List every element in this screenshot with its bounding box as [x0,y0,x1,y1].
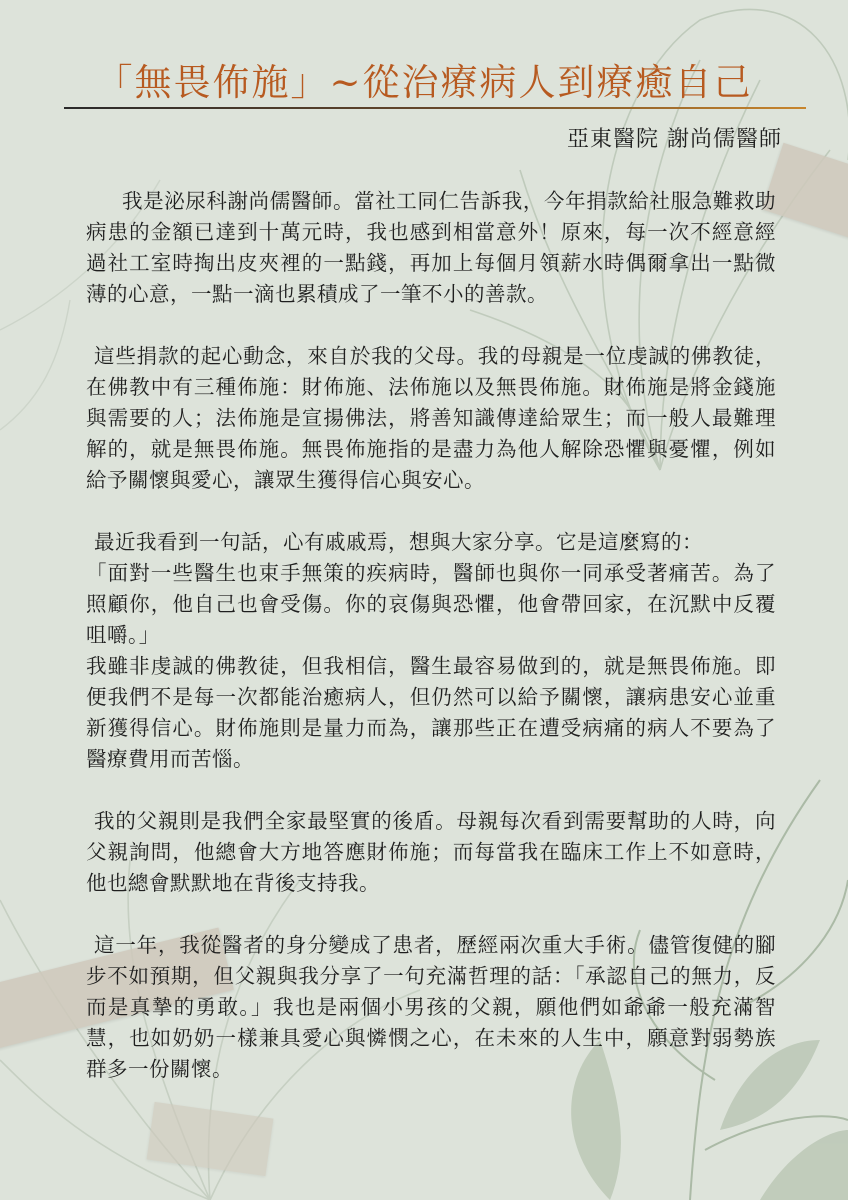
paragraph-quote-intro: 最近我看到一句話，心有戚戚焉，想與大家分享。它是這麼寫的： [94,530,703,554]
author-byline: 亞東醫院 謝尚儒醫師 [567,127,782,152]
paragraph-father: 我的父親則是我們全家最堅實的後盾。母親每次看到需要幫助的人時，向父親詢問，他總會大方地答應財佈施；而每當我在臨床工作上不如意時，他也總會默默地在背後支持我。 [86,809,776,895]
paragraph-quote: 「面對一些醫生也束手無策的疾病時，醫師也與你一同承受著痛苦。為了照顧你，他自己也會受傷。你的哀傷與恐懼，他會帶回家，在沉默中反覆咀嚼。」 [86,561,776,647]
paragraph-intro: 我是泌尿科謝尚儒醫師。當社工同仁告訴我，今年捐款給社服急難救助病患的金額已達到十萬元時，我也感到相當意外！原來，每一次不經意經過社工室時掏出皮夾裡的一點錢，再加上每個月領薪水時偶爾拿出一點微薄的心意，一點一滴也累積成了一筆不小的善款。 [86,189,776,306]
article-title: 「無畏佈施」~從治療病人到療癒自己 [95,61,753,104]
paragraph-fearless-giving: 我雖非虔誠的佛教徒，但我相信，醫生最容易做到的，就是無畏佈施。即便我們不是每一次都能治癒病人，但仍然可以給予關懷，讓病患安心並重新獲得信心。財佈施則是量力而為，讓那些正在遭受病痛的病人不要為了醫療費用而苦惱。 [86,654,776,771]
title-underline [64,107,806,109]
paragraph-this-year: 這一年，我從醫者的身分變成了患者，歷經兩次重大手術。儘管復健的腳步不如預期，但父親與我分享了一句充滿哲理的話：「承認自己的無力，反而是真摯的勇敢。」我也是兩個小男孩的父親，願他們如爺爺一般充滿智慧，也如奶奶一樣兼具愛心與憐憫之心，在未來的人生中，願意對弱勢族群多一份關懷。 [86,933,776,1081]
article-body [86,186,776,1116]
paragraph-parents: 這些捐款的起心動念，來自於我的父母。我的母親是一位虔誠的佛教徒，在佛教中有三種佈施：財佈施、法佈施以及無畏佈施。財佈施是將金錢施與需要的人；法佈施是宣揚佛法，將善知識傳達給眾生；而一般人最難理解的，就是無畏佈施。無畏佈施指的是盡力為他人解除恐懼與憂懼，例如給予關懷與愛心，讓眾生獲得信心與安心。 [86,344,776,492]
